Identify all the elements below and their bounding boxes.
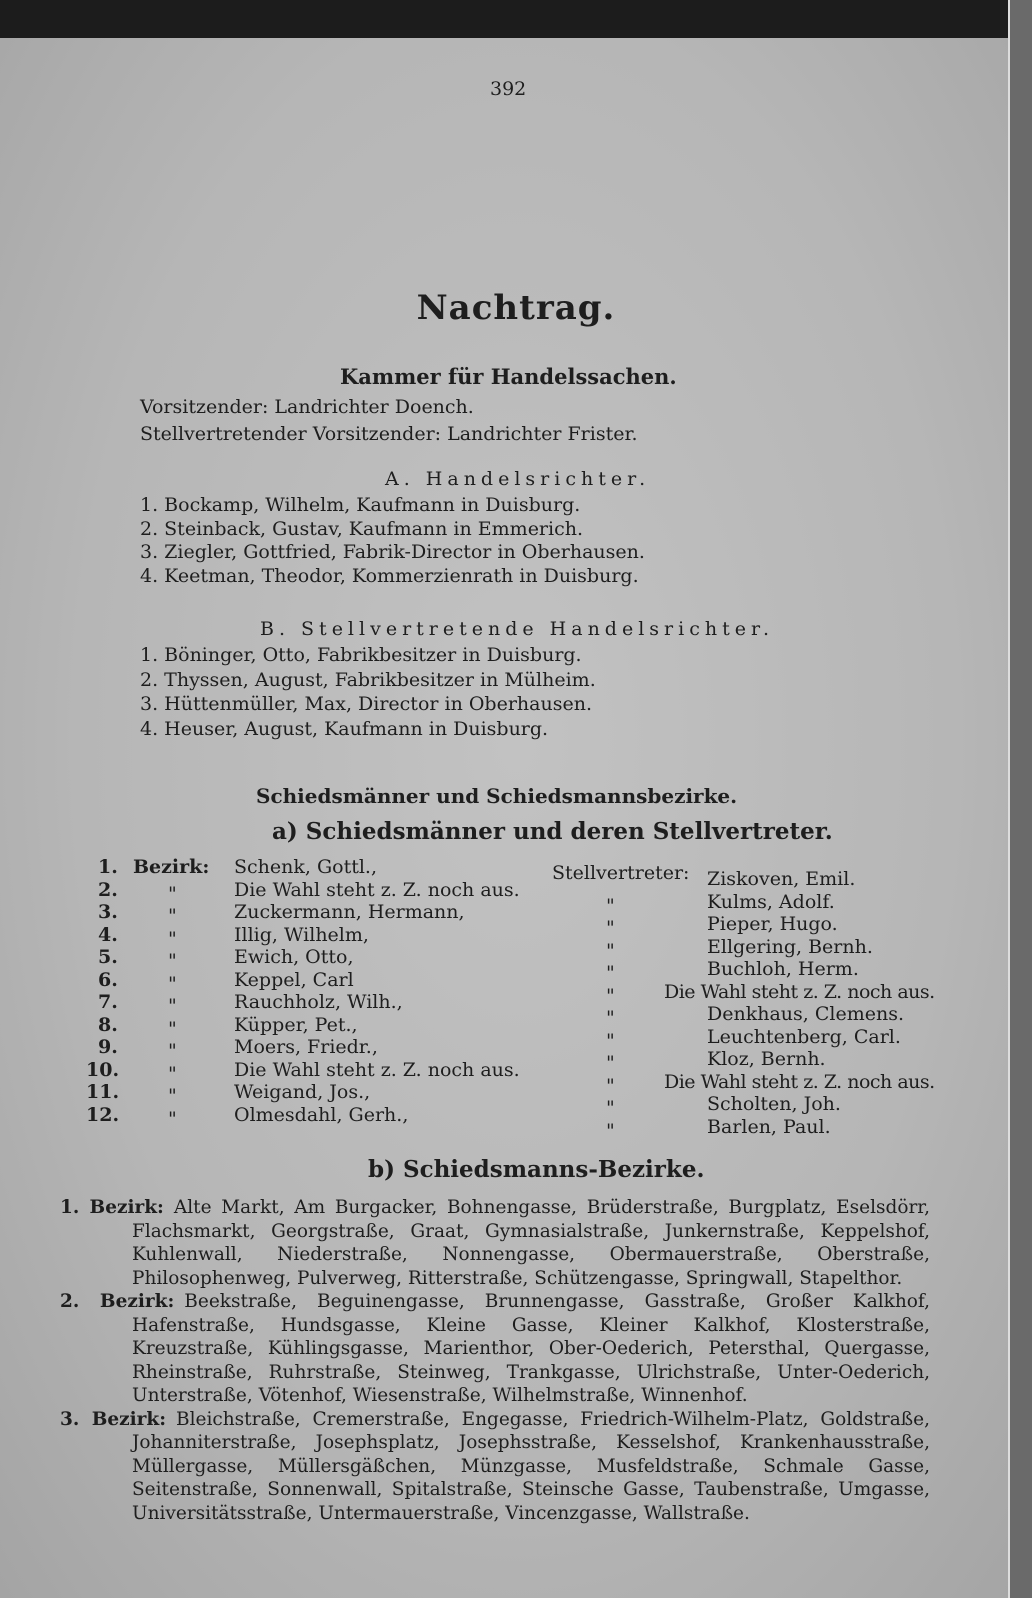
schiedsmann-name: Weigand, Jos., bbox=[234, 1081, 371, 1103]
row-number: 8. bbox=[98, 1013, 118, 1036]
stellvertreter-name: Pieper, Hugo. bbox=[707, 913, 838, 935]
page-number: 392 bbox=[490, 78, 527, 100]
schiedsmann-name: Ewich, Otto, bbox=[234, 946, 354, 968]
ditto-mark: " bbox=[606, 1074, 615, 1097]
ditto-mark: " bbox=[168, 1085, 177, 1107]
row-number: 6. bbox=[98, 968, 118, 991]
page-title: Nachtrag. bbox=[416, 288, 616, 328]
bezirk-streets: Bleichstraße, Cremerstraße, Engegasse, Friedrich-Wilhelm-Platz, Goldstraße, Johanniterstraße, Josephsplatz, Josephsstraße, Kesselshof, Krankenhausstraße, Müllergasse, Müllersgäßchen, Münzgasse, Musfeldstraße, Schmale Gasse, Seitenstraße, Sonnenwall, Spitalstraße, Steinsche Gasse, Taubenstraße, Umgasse, Universitätsstraße, Untermauerstraße, Vincenzgasse, Wallstraße. bbox=[132, 1408, 930, 1524]
subheading-a-schiedsmaenner: a) Schiedsmänner und deren Stellvertreter. bbox=[272, 818, 833, 845]
stellvertreter-name: Scholten, Joh. bbox=[707, 1093, 841, 1115]
bezirk-paragraph bbox=[60, 1290, 930, 1408]
ditto-mark: " bbox=[168, 995, 177, 1017]
schiedsmann-name: Schenk, Gottl., bbox=[234, 856, 378, 878]
bezirk-label: 2. Bezirk: bbox=[60, 1291, 175, 1312]
row-number: 4. bbox=[98, 923, 118, 946]
subheading-b: B. Stellvertretende Handelsrichter. bbox=[260, 618, 774, 640]
row-number: 2. bbox=[98, 878, 118, 901]
bezirk-label: 3. Bezirk: bbox=[60, 1408, 167, 1430]
schiedsmann-name: Rauchholz, Wilh., bbox=[234, 991, 403, 1013]
ditto-mark: " bbox=[168, 1040, 177, 1062]
stellvertreter-name: Die Wahl steht z. Z. noch aus. bbox=[664, 1070, 935, 1093]
list-item: 2. Thyssen, August, Fabrikbesitzer in Mülheim. bbox=[140, 668, 596, 691]
ditto-mark: " bbox=[606, 1119, 615, 1142]
schiedsmann-name: Zuckermann, Hermann, bbox=[234, 901, 465, 923]
row-number: 1. bbox=[98, 856, 118, 878]
ditto-mark: " bbox=[168, 1017, 177, 1040]
bezirk-paragraph bbox=[60, 1196, 930, 1290]
ditto-mark: " bbox=[168, 927, 177, 950]
schiedsmann-name: Die Wahl steht z. Z. noch aus. bbox=[234, 1058, 520, 1081]
ditto-mark: " bbox=[168, 950, 177, 972]
stellvertreter-name: Ellgering, Bernh. bbox=[707, 935, 873, 958]
section-heading-schiedsmaenner: Schiedsmänner und Schiedsmannsbezirke. bbox=[256, 784, 738, 808]
ditto-mark: " bbox=[606, 939, 615, 962]
scan-edge bbox=[1008, 0, 1032, 1598]
list-item: 2. Steinback, Gustav, Kaufmann in Emmerich. bbox=[140, 517, 584, 540]
ditto-mark: " bbox=[606, 894, 615, 917]
ditto-mark: " bbox=[606, 917, 615, 939]
row-number: 3. bbox=[98, 901, 118, 923]
ditto-mark: " bbox=[168, 905, 177, 927]
bezirk-label: Bezirk: bbox=[133, 856, 210, 878]
row-number: 12. bbox=[86, 1103, 120, 1126]
ditto-mark: " bbox=[606, 984, 615, 1007]
list-item: 4. Keetman, Theodor, Kommerzienrath in Duisburg. bbox=[140, 564, 639, 587]
schiedsmann-name: Olmesdahl, Gerh., bbox=[234, 1103, 409, 1126]
bezirk-streets: Beekstraße, Beguinengasse, Brunnengasse, Gasstraße, Großer Kalkhof, Hafenstraße, Hundsgasse, Kleine Gasse, Kleiner Kalkhof, Klosterstraße, Kreuzstraße, Kühlingsgasse, Marienthor, Ober-Oederich, Petersthal, Quergasse, Rheinstraße, Ruhrstraße, Steinweg, Trankgasse, Ulrichstraße, Unter-Oederich, Unterstraße, Vötenhof, Wiesenstraße, Wilhelmstraße, Winnenhof. bbox=[132, 1291, 931, 1406]
schiedsmann-name: Illig, Wilhelm, bbox=[234, 923, 369, 946]
section-heading-kammer: Kammer für Handelssachen. bbox=[340, 364, 677, 389]
stellvertreter-name: Barlen, Paul. bbox=[707, 1115, 831, 1138]
list-item: 3. Ziegler, Gottfried, Fabrik-Director in Oberhausen. bbox=[140, 541, 645, 563]
chair-line: Vorsitzender: Landrichter Doench. bbox=[140, 396, 474, 418]
stellvertreter-name: Die Wahl steht z. Z. noch aus. bbox=[664, 980, 935, 1003]
stellvertreter-label: Stellvertreter: bbox=[552, 862, 690, 884]
ditto-mark: " bbox=[168, 882, 177, 905]
ditto-mark: " bbox=[606, 1097, 615, 1119]
ditto-mark: " bbox=[168, 972, 177, 995]
bezirk-streets: Alte Markt, Am Burgacker, Bohnengasse, Brüderstraße, Burgplatz, Eselsdörr, Flachsmarkt, Georgstraße, Graat, Gymnasialstraße, Junkernstraße, Keppelshof, Kuhlenwall, Niederstraße, Nonnengasse, Obermauerstraße, Oberstraße, Philosophenweg, Pulverweg, Ritterstraße, Schützengasse, Springwall, Stapelthor. bbox=[132, 1197, 930, 1289]
subheading-b-bezirke: b) Schiedsmanns-Bezirke. bbox=[368, 1156, 705, 1183]
stellvertreter-name: Kloz, Bernh. bbox=[707, 1048, 826, 1070]
schiedsmann-name: Keppel, Carl bbox=[234, 968, 354, 991]
stellvertreter-name: Denkhaus, Clemens. bbox=[707, 1003, 905, 1025]
ditto-mark: " bbox=[168, 1107, 177, 1130]
bezirk-paragraph bbox=[60, 1408, 930, 1526]
scanned-page bbox=[0, 38, 1032, 1598]
bezirk-label: 1. Bezirk: bbox=[60, 1197, 164, 1218]
stellvertreter-name: Ziskoven, Emil. bbox=[707, 868, 856, 890]
list-item: 4. Heuser, August, Kaufmann in Duisburg. bbox=[140, 717, 549, 740]
stellvertreter-name: Leuchtenberg, Carl. bbox=[707, 1025, 901, 1048]
ditto-mark: " bbox=[606, 1052, 615, 1074]
stellvertreter-name: Kulms, Adolf. bbox=[707, 890, 835, 913]
subheading-a: A. Handelsrichter. bbox=[385, 468, 651, 490]
list-item: 1. Bockamp, Wilhelm, Kaufmann in Duisburg. bbox=[140, 494, 581, 516]
row-number: 7. bbox=[98, 991, 118, 1013]
row-number: 9. bbox=[98, 1036, 118, 1058]
stellvertreter-name: Buchloh, Herm. bbox=[707, 958, 859, 980]
bezirke-list bbox=[60, 1196, 930, 1525]
list-item: 1. Böninger, Otto, Fabrikbesitzer in Duisburg. bbox=[140, 644, 582, 666]
ditto-mark: " bbox=[606, 1007, 615, 1029]
ditto-mark: " bbox=[606, 962, 615, 984]
row-number: 11. bbox=[86, 1081, 120, 1103]
row-number: 10. bbox=[86, 1058, 120, 1081]
schiedsmann-name: Moers, Friedr., bbox=[234, 1036, 378, 1058]
schiedsmann-name: Küpper, Pet., bbox=[234, 1013, 358, 1036]
list-item: 3. Hüttenmüller, Max, Director in Oberhausen. bbox=[140, 693, 592, 715]
schiedsmann-name: Die Wahl steht z. Z. noch aus. bbox=[234, 878, 520, 901]
deputy-chair-line: Stellvertretender Vorsitzender: Landrichter Frister. bbox=[140, 423, 638, 445]
ditto-mark: " bbox=[168, 1062, 177, 1085]
row-number: 5. bbox=[98, 946, 118, 968]
ditto-mark: " bbox=[606, 1029, 615, 1052]
